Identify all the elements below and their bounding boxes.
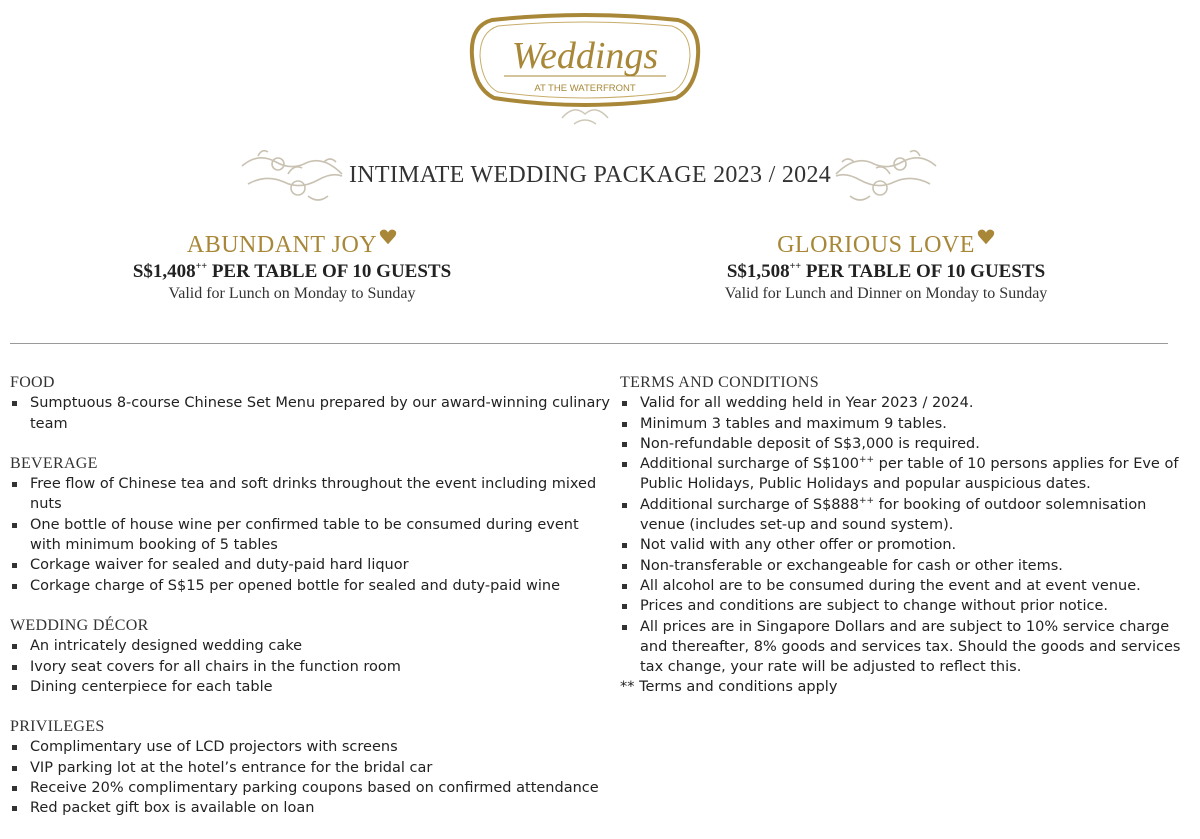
package-validity: Valid for Lunch on Monday to Sunday (168, 285, 416, 302)
section-title: FOOD (10, 374, 55, 391)
list-item: Non-transferable or exchangeable for cash or other items. (620, 556, 1195, 576)
logo-subtitle: AT THE WATERFRONT (534, 83, 636, 94)
right-flourish-ornament (832, 144, 940, 210)
package-abundant-joy (12, 228, 572, 304)
list-item: Corkage waiver for sealed and duty-paid hard liquor (10, 555, 610, 575)
section-title: WEDDING DÉCOR (10, 616, 149, 634)
package-name: ABUNDANT JOY (186, 232, 378, 258)
package-glorious-love (606, 228, 1166, 304)
beverage-section (10, 454, 610, 596)
list-item: Red packet gift box is available on loan (10, 798, 610, 818)
list-item: Not valid with any other offer or promotion. (620, 535, 1195, 555)
list-item: Prices and conditions are subject to change without prior notice. (620, 596, 1195, 616)
inclusions-column (10, 373, 610, 839)
title-row (0, 140, 1180, 210)
package-name: GLORIOUS LOVE (777, 232, 975, 258)
package-validity: Valid for Lunch and Dinner on Monday to Sunday (724, 285, 1048, 302)
list-item: VIP parking lot at the hotel’s entrance for the bridal car (10, 758, 610, 778)
privileges-section (10, 717, 610, 818)
list-item: Valid for all wedding held in Year 2023 / 2024. (620, 393, 1195, 413)
terms-column (620, 373, 1195, 698)
list-item: All alcohol are to be consumed during the event and at event venue. (620, 576, 1195, 596)
list-item: Receive 20% complimentary parking coupons based on confirmed attendance (10, 778, 610, 798)
page-title: INTIMATE WEDDING PACKAGE 2023 / 2024 (348, 162, 832, 188)
weddings-logo (462, 6, 708, 130)
list-item: Free flow of Chinese tea and soft drinks throughout the event including mixed nuts (10, 474, 610, 515)
list-item: Sumptuous 8-course Chinese Set Menu prepared by our award-winning culinary team (10, 393, 610, 434)
list-item: Complimentary use of LCD projectors with screens (10, 737, 610, 757)
list-item: An intricately designed wedding cake (10, 636, 610, 656)
list-item: Additional surcharge of S$100++ per table of 10 persons applies for Eve of Public Holidays, Public Holidays and popular auspicious dates. (620, 454, 1195, 495)
list-item: Additional surcharge of S$888++ for booking of outdoor solemnisation venue (includes set-up and sound system). (620, 495, 1195, 536)
heart-icon (977, 228, 995, 246)
list-item: Minimum 3 tables and maximum 9 tables. (620, 414, 1195, 434)
food-section (10, 373, 610, 434)
list-item: One bottle of house wine per confirmed table to be consumed during event with minimum booking of 5 tables (10, 515, 610, 556)
package-price: S$1,408++ PER TABLE OF 10 GUESTS (132, 261, 452, 282)
package-price: S$1,508++ PER TABLE OF 10 GUESTS (726, 261, 1046, 282)
list-item: Corkage charge of S$15 per opened bottle for sealed and duty-paid wine (10, 576, 610, 596)
divider (10, 343, 1168, 344)
list-item: Ivory seat covers for all chairs in the function room (10, 657, 610, 677)
section-title: BEVERAGE (10, 454, 98, 472)
terms-note: ** Terms and conditions apply (620, 679, 838, 696)
list-item: Non-refundable deposit of S$3,000 is required. (620, 434, 1195, 454)
logo-script: Weddings (511, 35, 659, 77)
heart-icon (379, 228, 397, 246)
list-item: All prices are in Singapore Dollars and are subject to 10% service charge and thereafter, 8% goods and services tax. Should the goods and services tax change, your rate will be adjusted to reflect this. (620, 617, 1195, 678)
section-title: PRIVILEGES (10, 718, 105, 736)
section-title: TERMS AND CONDITIONS (620, 374, 819, 391)
decor-section (10, 616, 610, 697)
list-item: Dining centerpiece for each table (10, 677, 610, 697)
